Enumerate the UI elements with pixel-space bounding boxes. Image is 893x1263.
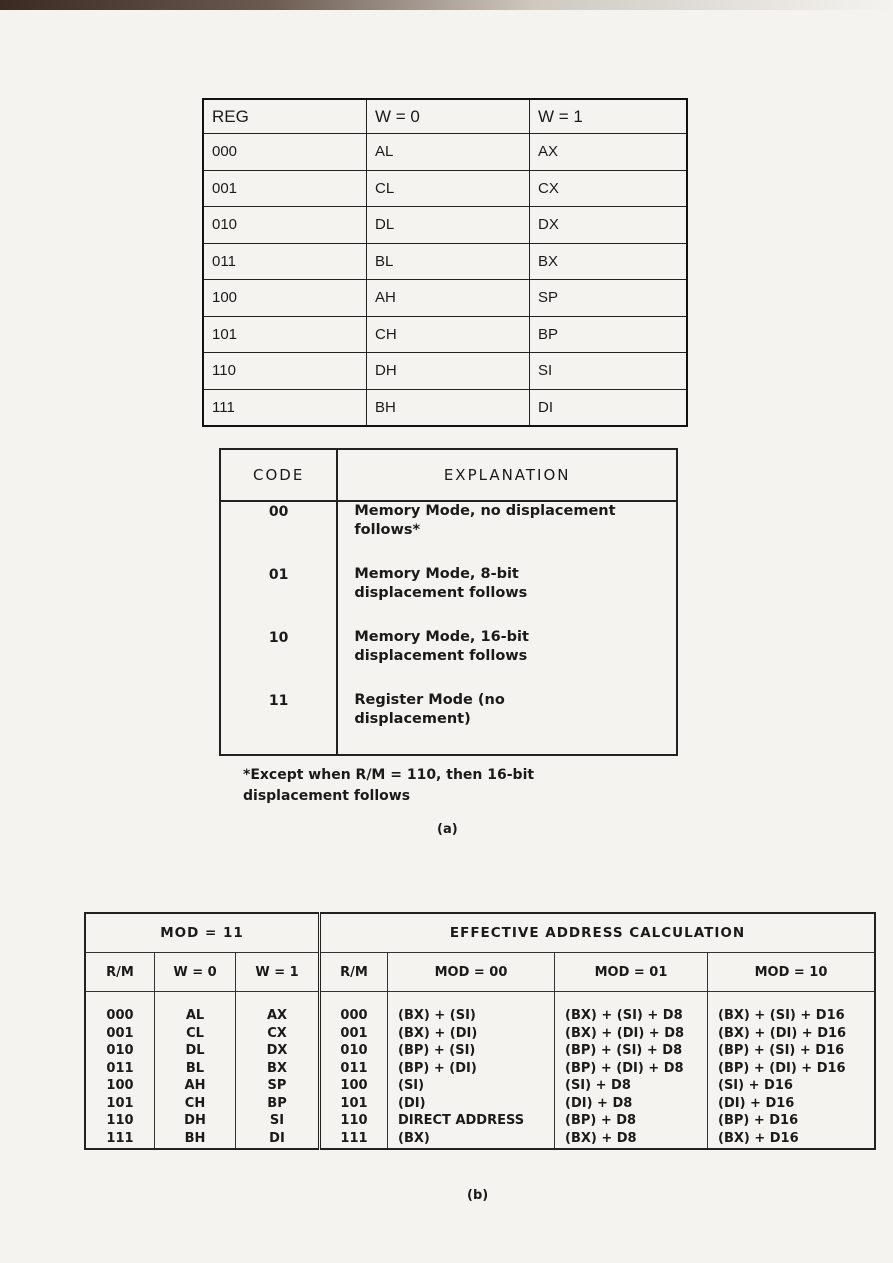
cell: AX — [530, 134, 688, 171]
cell: (BP) + (SI) + D8 — [565, 1043, 683, 1058]
header-cell: W = 1 — [236, 953, 320, 992]
cell: DI — [269, 1130, 285, 1146]
cell: 001 — [106, 1025, 134, 1041]
cell: (BX) + (SI) + D8 — [565, 1008, 683, 1023]
caption-b: (b) — [467, 1188, 489, 1203]
cell: AL — [185, 1008, 205, 1023]
cell: (BX) + (DI) + D16 — [718, 1025, 847, 1041]
explanation-cell — [337, 565, 677, 628]
header-cell: R/M — [320, 953, 388, 992]
cell: 110 — [106, 1113, 134, 1128]
table-row — [220, 628, 677, 691]
cell: BL — [185, 1060, 205, 1076]
cell: SP — [267, 1078, 287, 1093]
table-row — [203, 353, 687, 390]
explanation-cell — [337, 691, 677, 755]
mod10-column — [708, 992, 876, 1150]
explanation-line: Memory Mode, 16-bit — [354, 629, 529, 645]
mod01-column — [555, 992, 708, 1150]
cell: (BP) + (SI) — [398, 1043, 476, 1058]
cell: 011 — [106, 1060, 134, 1076]
effective-address-table — [84, 912, 876, 1150]
cell: (BP) + D8 — [565, 1113, 637, 1128]
header-cell: MOD = 01 — [555, 953, 708, 992]
scan-edge-shadow — [0, 0, 893, 10]
cell: (BP) + (DI) — [398, 1060, 477, 1076]
table-header-row — [85, 953, 875, 992]
cell: BX — [530, 243, 688, 280]
cell: DH — [184, 1113, 206, 1128]
footnote-line: displacement follows — [243, 788, 411, 804]
cell: 001 — [203, 170, 367, 207]
header-cell: W = 1 — [530, 99, 688, 134]
reg-encoding-table — [202, 98, 688, 427]
caption-a: (a) — [437, 822, 458, 837]
cell: 111 — [340, 1130, 368, 1146]
w1-column — [236, 992, 320, 1150]
mod00-column — [388, 992, 555, 1150]
cell: (BX) — [398, 1130, 430, 1146]
cell: CX — [267, 1025, 287, 1041]
explanation-cell — [337, 501, 677, 565]
cell: 000 — [203, 134, 367, 171]
cell: CL — [367, 170, 530, 207]
cell: BL — [367, 243, 530, 280]
cell: 100 — [203, 280, 367, 317]
header-cell: W = 0 — [367, 99, 530, 134]
cell: (BX) + (DI) — [398, 1025, 478, 1041]
cell: BP — [530, 316, 688, 353]
cell: (BP) + D16 — [718, 1113, 799, 1128]
cell: CX — [530, 170, 688, 207]
header-cell: R/M — [85, 953, 155, 992]
cell: CH — [367, 316, 530, 353]
table-row — [203, 389, 687, 426]
cell: 010 — [203, 207, 367, 244]
header-cell: MOD = 10 — [708, 953, 876, 992]
cell: 000 — [106, 1008, 134, 1023]
explanation-line: follows* — [354, 522, 421, 538]
cell: 101 — [106, 1095, 134, 1111]
table-row — [203, 316, 687, 353]
cell: DL — [185, 1043, 205, 1058]
header-explanation: EXPLANATION — [337, 449, 677, 501]
cell: 000 — [340, 1008, 368, 1023]
cell: (BX) + (SI) — [398, 1008, 476, 1023]
header-cell: W = 0 — [155, 953, 236, 992]
code-cell: 10 — [220, 628, 337, 691]
cell: (BP) + (SI) + D16 — [718, 1043, 845, 1058]
cell: (BX) + D8 — [565, 1130, 637, 1146]
cell: (BX) + D16 — [718, 1130, 799, 1146]
cell: (BP) + (DI) + D16 — [718, 1060, 846, 1076]
cell: SI — [530, 353, 688, 390]
rm2-column — [320, 992, 388, 1150]
cell: 001 — [340, 1025, 368, 1041]
cell: DI — [530, 389, 688, 426]
explanation-line: Memory Mode, 8-bit — [354, 566, 519, 582]
cell: 101 — [340, 1095, 368, 1111]
code-cell: 01 — [220, 565, 337, 628]
cell: SI — [269, 1113, 285, 1128]
cell: DIRECT ADDRESS — [398, 1113, 525, 1128]
cell: AH — [367, 280, 530, 317]
cell: CH — [184, 1095, 206, 1111]
cell: (SI) + D8 — [565, 1078, 631, 1093]
cell: 101 — [203, 316, 367, 353]
table-row — [220, 565, 677, 628]
cell: DH — [367, 353, 530, 390]
group-header-ea: EFFECTIVE ADDRESS CALCULATION — [320, 913, 876, 953]
cell: 100 — [340, 1078, 368, 1093]
cell: 010 — [106, 1043, 134, 1058]
cell: (DI) + D16 — [718, 1095, 795, 1111]
cell: BX — [267, 1060, 287, 1076]
explanation-line: Register Mode (no — [354, 692, 505, 708]
cell: BH — [367, 389, 530, 426]
header-code: CODE — [220, 449, 337, 501]
cell: BH — [184, 1130, 206, 1146]
explanation-line: Memory Mode, no displacement — [354, 503, 616, 519]
cell: 111 — [203, 389, 367, 426]
footnote-line: *Except when R/M = 110, then 16-bit — [243, 767, 535, 783]
table-row — [203, 170, 687, 207]
cell: CL — [186, 1025, 204, 1041]
cell: 011 — [203, 243, 367, 280]
cell: 011 — [340, 1060, 368, 1076]
table-header-row — [203, 99, 687, 134]
table-row — [203, 134, 687, 171]
table-row — [203, 243, 687, 280]
cell: AX — [266, 1008, 288, 1023]
cell: (DI) + D8 — [565, 1095, 633, 1111]
cell: 111 — [106, 1130, 134, 1146]
table-row — [220, 691, 677, 755]
rm-column — [85, 992, 155, 1150]
group-header-row — [85, 913, 875, 953]
explanation-line: displacement follows — [354, 648, 528, 664]
cell: DL — [367, 207, 530, 244]
cell: (BP) + (DI) + D8 — [565, 1060, 684, 1076]
cell: (SI) — [398, 1078, 425, 1093]
cell: BP — [267, 1095, 287, 1111]
explanation-cell — [337, 628, 677, 691]
code-cell: 11 — [220, 691, 337, 755]
header-cell: REG — [203, 99, 367, 134]
explanation-line: displacement follows — [354, 585, 528, 601]
w0-column — [155, 992, 236, 1150]
cell: (BX) + (SI) + D16 — [718, 1008, 845, 1023]
table-header-row — [220, 449, 677, 501]
header-cell: MOD = 00 — [388, 953, 555, 992]
cell: SP — [530, 280, 688, 317]
cell: DX — [530, 207, 688, 244]
mod-code-table — [219, 448, 678, 756]
explanation-line: displacement) — [354, 711, 471, 727]
cell: DX — [266, 1043, 288, 1058]
table-row — [220, 501, 677, 565]
cell: AH — [184, 1078, 206, 1093]
cell: 100 — [106, 1078, 134, 1093]
cell: 010 — [340, 1043, 368, 1058]
cell: (BX) + (DI) + D8 — [565, 1025, 685, 1041]
group-header-mod11: MOD = 11 — [85, 913, 320, 953]
code-cell: 00 — [220, 501, 337, 565]
cell: 110 — [203, 353, 367, 390]
table-body-row — [85, 992, 875, 1150]
table-row — [203, 280, 687, 317]
footnote — [243, 765, 603, 807]
cell: AL — [367, 134, 530, 171]
cell: (SI) + D16 — [718, 1078, 793, 1093]
cell: (DI) — [398, 1095, 426, 1111]
table-row — [203, 207, 687, 244]
cell: 110 — [340, 1113, 368, 1128]
